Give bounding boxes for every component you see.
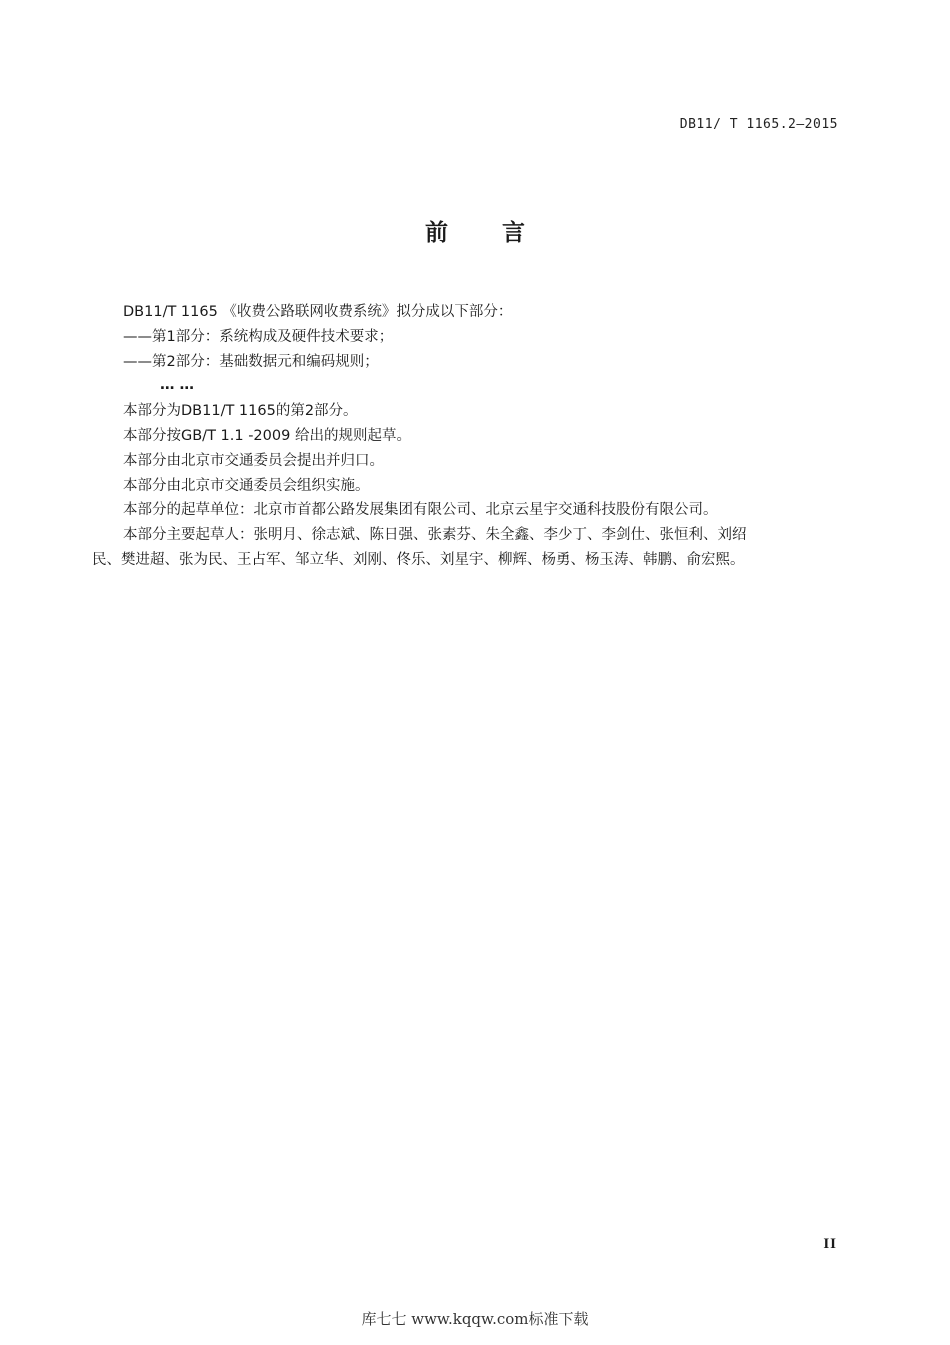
page-title xyxy=(0,214,950,247)
ellipsis-line: … … xyxy=(160,377,195,393)
title-char-2: 言 xyxy=(502,220,525,246)
part-1-line: ——第1部分：系统构成及硬件技术要求； xyxy=(123,329,394,345)
intro-line: DB11/T 1165 《收费公路联网收费系统》拟分成以下部分： xyxy=(123,304,513,320)
footer-watermark: 库七七 www.kqqw.com标准下载 xyxy=(361,1310,589,1328)
drafters-line-1: 本部分主要起草人：张明月、徐志斌、陈日强、张素芬、朱全鑫、李少丁、李剑仕、张恒利、刘绍 xyxy=(123,527,747,543)
page-number: II xyxy=(823,1236,837,1252)
part-2-line: ——第2部分：基础数据元和编码规则； xyxy=(123,354,379,370)
standard-code-header: DB11/ T 1165.2—2015 xyxy=(679,117,838,132)
title-char-1: 前 xyxy=(425,220,448,246)
statement-implemented-by: 本部分由北京市交通委员会组织实施。 xyxy=(123,478,370,494)
statement-part-number: 本部分为DB11/T 1165的第2部分。 xyxy=(123,403,358,419)
drafters-line-2: 民、樊进超、张为民、王占军、邹立华、刘刚、佟乐、刘星宇、柳辉、杨勇、杨玉涛、韩鹏、俞宏熙。 xyxy=(92,552,745,568)
statement-drafting-units: 本部分的起草单位：北京市首都公路发展集团有限公司、北京云星宇交通科技股份有限公司。 xyxy=(123,502,718,518)
statement-drafting-rules: 本部分按GB/T 1.1 -2009 给出的规则起草。 xyxy=(123,428,411,444)
statement-proposed-by: 本部分由北京市交通委员会提出并归口。 xyxy=(123,453,384,469)
